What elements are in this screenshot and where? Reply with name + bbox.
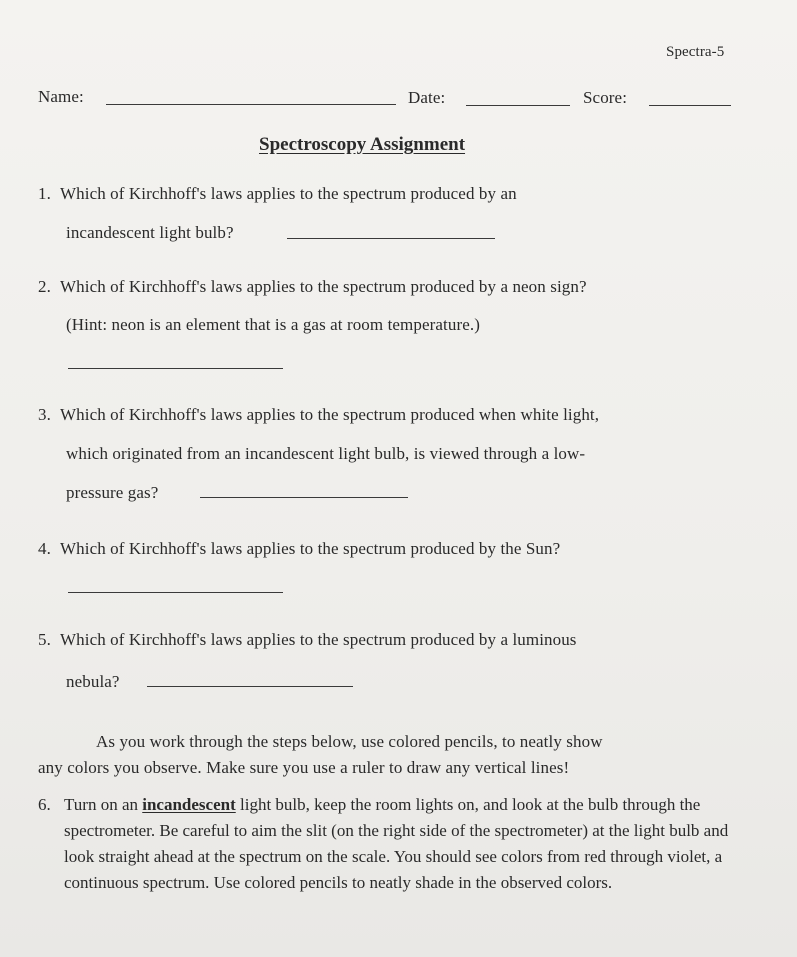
question-text: Which of Kirchhoff's laws applies to the spectrum produced by a luminous <box>60 630 577 649</box>
step-6-text <box>64 792 748 896</box>
question-4 <box>38 539 560 559</box>
name-field[interactable] <box>106 104 396 105</box>
question-text: Which of Kirchhoff's laws applies to the spectrum produced by an <box>60 184 517 203</box>
question-1-line2: incandescent light bulb? <box>66 223 234 242</box>
date-label: Date: <box>408 88 446 107</box>
question-2-hint: (Hint: neon is an element that is a gas at room temperature.) <box>66 315 480 334</box>
question-text: Which of Kirchhoff's laws applies to the spectrum produced when white light, <box>60 405 600 424</box>
question-1 <box>38 184 517 204</box>
question-5-line2: nebula? <box>66 672 120 691</box>
instructions-line2: any colors you observe. Make sure you use a ruler to draw any vertical lines! <box>38 758 570 777</box>
step-6-post: light bulb, keep the room lights on, and look at the bulb through the spectrometer. Be careful to aim the slit (on the right side of the spectrometer) at the light bulb and look straight ahead at the spectrum on the scale. You should see colors from red through violet, a continuous spectrum. Use colored pencils to neatly shade in the observed colors. <box>64 795 729 892</box>
page-title: Spectroscopy Assignment <box>259 134 466 155</box>
answer-2-field[interactable] <box>68 368 283 369</box>
step-number: 6. <box>38 795 51 814</box>
question-number: 4. <box>38 539 51 558</box>
score-field[interactable] <box>649 105 731 106</box>
question-number: 3. <box>38 405 51 424</box>
question-text: Which of Kirchhoff's laws applies to the spectrum produced by the Sun? <box>60 539 561 558</box>
question-text: Which of Kirchhoff's laws applies to the spectrum produced by a neon sign? <box>60 277 587 296</box>
question-3-line3: pressure gas? <box>66 483 159 502</box>
step-6-pre: Turn on an <box>64 795 143 814</box>
date-field[interactable] <box>466 105 570 106</box>
question-number: 1. <box>38 184 51 203</box>
question-3-line2: which originated from an incandescent light bulb, is viewed through a low- <box>66 444 586 463</box>
question-3 <box>38 405 599 425</box>
question-number: 5. <box>38 630 51 649</box>
step-6 <box>38 792 748 896</box>
name-label: Name: <box>38 87 84 106</box>
score-label: Score: <box>583 88 628 107</box>
question-number: 2. <box>38 277 51 296</box>
page-code: Spectra-5 <box>666 44 725 60</box>
step-6-emphasis: incandescent <box>142 795 236 814</box>
instructions-line1: As you work through the steps below, use colored pencils, to neatly show <box>96 732 603 751</box>
answer-3-field[interactable] <box>200 497 408 498</box>
question-2 <box>38 277 587 297</box>
answer-4-field[interactable] <box>68 592 283 593</box>
answer-5-field[interactable] <box>147 686 353 687</box>
answer-1-field[interactable] <box>287 238 495 239</box>
question-5 <box>38 630 577 650</box>
